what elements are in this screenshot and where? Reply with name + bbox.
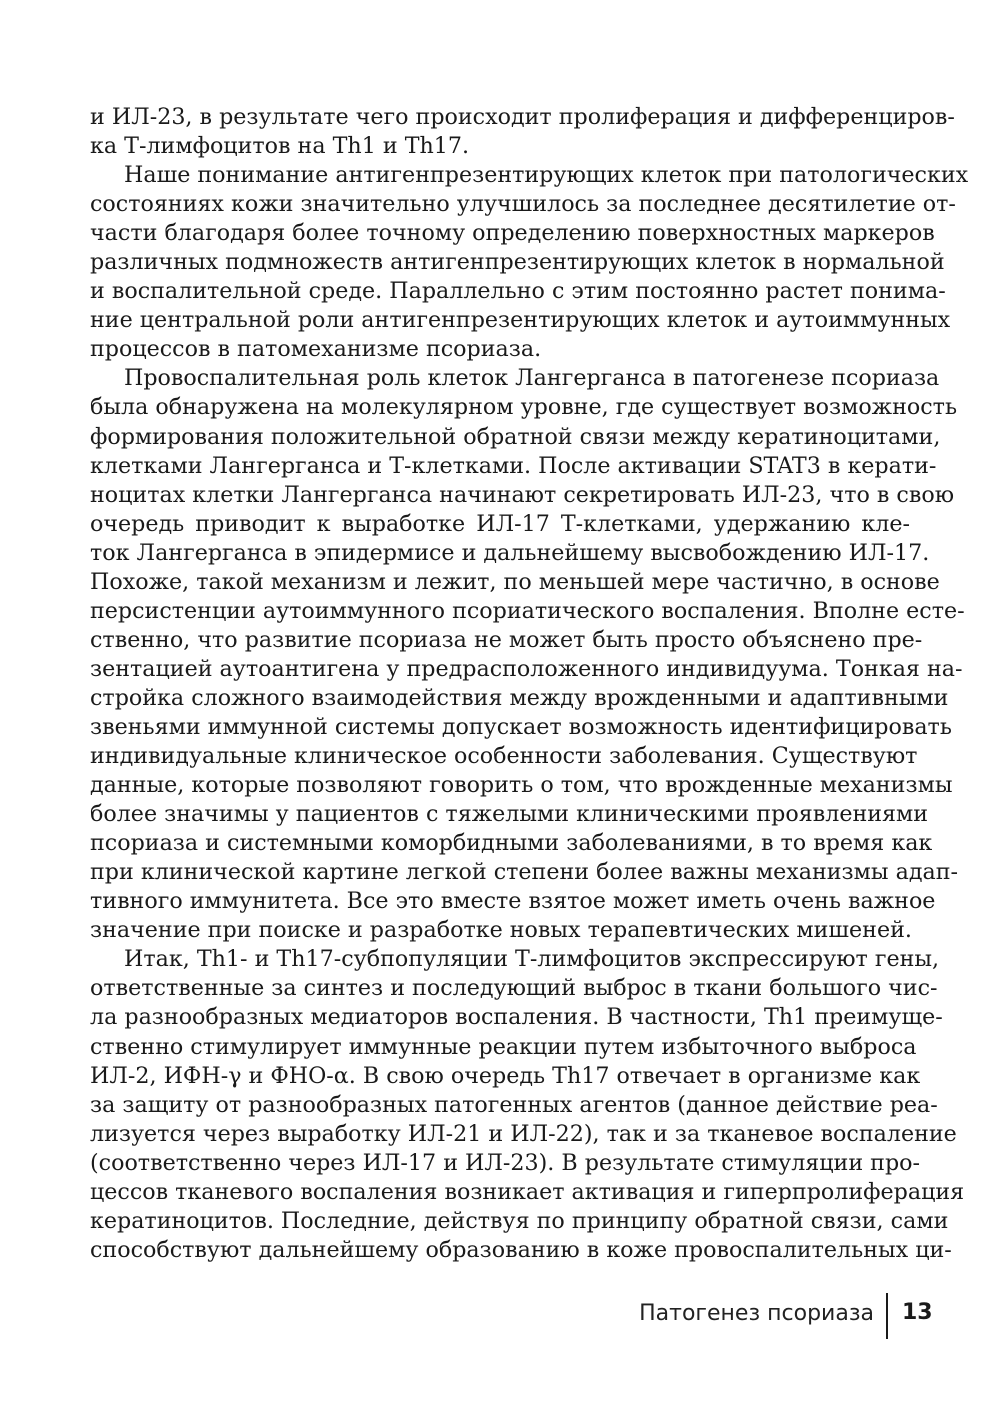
text-line: псориаза и системными коморбидными заболеваниями, в то время как xyxy=(90,830,933,857)
page-footer xyxy=(0,1293,1000,1341)
text-line: кератиноцитов. Последние, действуя по принципу обратной связи, сами xyxy=(90,1207,949,1234)
text-line: способствуют дальнейшему образованию в коже провоспалительных ци- xyxy=(90,1236,952,1263)
text-line: Наше понимание антигенпрезентирующих клеток при патологических xyxy=(124,162,969,189)
text-line: при клинической картине легкой степени более важны механизмы адап- xyxy=(90,859,959,886)
text-line: ИЛ-2, ИФН-γ и ФНО-α. В свою очередь Th17 отвечает в организме как xyxy=(90,1062,921,1089)
text-line: ка Т-лимфоцитов на Th1 и Th17. xyxy=(90,133,470,160)
text-line: данные, которые позволяют говорить о том, что врожденные механизмы xyxy=(90,772,953,799)
text-line: клетками Лангерганса и Т-клетками. После активации STAT3 в керати- xyxy=(90,452,937,479)
text-line: стройка сложного взаимодействия между врожденными и адаптивными xyxy=(90,684,949,711)
text-line: очередь приводит к выработке ИЛ-17 Т-клетками, удержанию кле- xyxy=(90,510,910,537)
text-line: Итак, Th1- и Th17-субпопуляции Т-лимфоцитов экспрессируют гены, xyxy=(124,946,940,973)
text-line: индивидуальные клиническое особенности заболевания. Существуют xyxy=(90,743,918,770)
text-line: лизуется через выработку ИЛ-21 и ИЛ-22), так и за тканевое воспаление xyxy=(90,1120,957,1147)
text-line: персистенции аутоиммунного псориатического воспаления. Вполне есте- xyxy=(90,597,965,624)
text-line: ственно, что развитие псориаза не может быть просто объяснено пре- xyxy=(90,626,923,653)
text-line: части благодаря более точному определению поверхностных маркеров xyxy=(90,220,935,247)
text-line: более значимы у пациентов с тяжелыми клиническими проявлениями xyxy=(90,801,929,828)
text-line: (соответственно через ИЛ-17 и ИЛ-23). В результате стимуляции про- xyxy=(90,1149,921,1176)
text-line: ла разнообразных медиаторов воспаления. В частности, Th1 преимуще- xyxy=(90,1004,943,1031)
text-line: цессов тканевого воспаления возникает активация и гиперпролиферация xyxy=(90,1178,965,1205)
text-line: процессов в патомеханизме псориаза. xyxy=(90,336,542,363)
text-line: и воспалительной среде. Параллельно с этим постоянно растет понима- xyxy=(90,278,946,305)
running-title: Патогенез псориаза xyxy=(639,1301,874,1326)
text-line: ноцитах клетки Лангерганса начинают секретировать ИЛ-23, что в свою xyxy=(90,481,955,508)
text-line: различных подмножеств антигенпрезентирующих клеток в нормальной xyxy=(90,249,945,276)
text-line: ние центральной роли антигенпрезентирующих клеток и аутоиммунных xyxy=(90,307,951,334)
text-line: ток Лангерганса в эпидермисе и дальнейшему высвобождению ИЛ-17. xyxy=(90,539,930,566)
footer-divider xyxy=(886,1293,888,1339)
text-line: Похоже, такой механизм и лежит, по меньшей мере частично, в основе xyxy=(90,568,940,595)
text-line: Провоспалительная роль клеток Лангерганса в патогенезе псориаза xyxy=(124,365,940,392)
page-body-text xyxy=(90,103,969,1265)
text-line: и ИЛ-23, в результате чего происходит пролиферация и дифференциров- xyxy=(90,104,955,130)
text-line: ственно стимулирует иммунные реакции путем избыточного выброса xyxy=(90,1033,917,1060)
text-line: тивного иммунитета. Все это вместе взятое может иметь очень важное xyxy=(90,888,936,915)
page-number: 13 xyxy=(902,1300,933,1325)
text-line: зентацией аутоантигена у предрасположенного индивидуума. Тонкая на- xyxy=(90,655,963,682)
text-line: состояниях кожи значительно улучшилось за последнее десятилетие от- xyxy=(90,191,956,218)
text-line: ответственные за синтез и последующий выброс в ткани большого чис- xyxy=(90,975,938,1002)
text-line: за защиту от разнообразных патогенных агентов (данное действие реа- xyxy=(90,1091,938,1118)
text-line: была обнаружена на молекулярном уровне, где существует возможность xyxy=(90,394,958,421)
text-line: звеньями иммунной системы допускает возможность идентифицировать xyxy=(90,713,952,740)
text-line: значение при поиске и разработке новых терапевтических мишеней. xyxy=(90,917,912,944)
text-line: формирования положительной обратной связи между кератиноцитами, xyxy=(90,423,941,450)
